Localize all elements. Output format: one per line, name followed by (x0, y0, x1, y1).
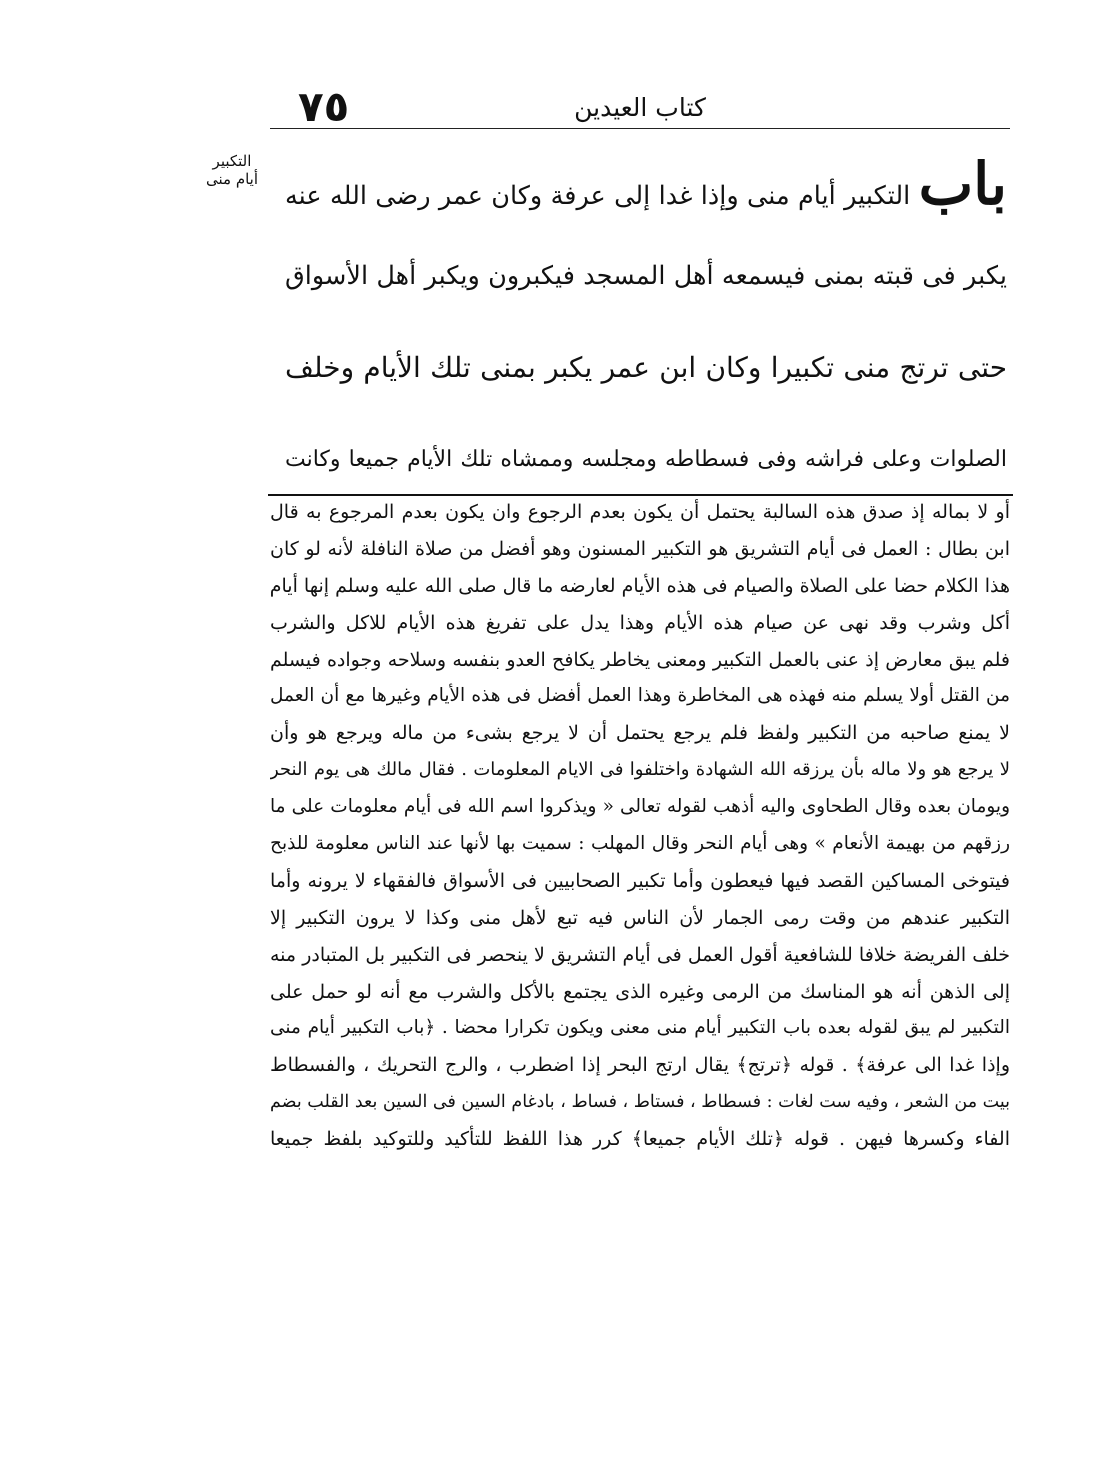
commentary-line: لا يرجع هو ولا ماله بأن يرزقه الله الشهادة واختلفوا فى الايام المعلومات . فقال مالك هى يوم النحر (270, 759, 1010, 781)
commentary-line: خلف الفريضة خلافا للشافعية أقول العمل فى أيام التشريق لا ينحصر فى التكبير بل المتبادر منه (270, 943, 1010, 966)
margin-gloss-line: أيام منى (205, 170, 259, 188)
hadith-line-text: التكبير أيام منى وإذا غدا إلى عرفة وكان عمر رضى الله عنه (285, 181, 911, 211)
commentary-line: التكبير لم يبق لقوله بعده باب التكبير أيام منى معنى ويكون تكرارا محضا . ﴿باب التكبير أيام منى (270, 1017, 1010, 1039)
hadith-line (285, 138, 1007, 230)
running-title: كتاب العيدين (574, 93, 706, 122)
commentary-line: فيتوخى المساكين القصد فيها فيعطون وأما تكبير الصحابيين فى الأسواق فالفقهاء لا يرونه وأما (270, 869, 1010, 892)
margin-gloss (196, 152, 268, 188)
commentary-line: أو لا بماله إذ صدق هذه السالبة يحتمل أن يكون بعدم الرجوع وان يكون بعدم المرجوع به قال (270, 501, 1010, 523)
commentary-text (270, 494, 1010, 1158)
hadith-line: يكبر فى قبته بمنى فيسمعه أهل المسجد فيكبرون ويكبر أهل الأسواق (285, 261, 1007, 291)
page-header (270, 84, 1010, 134)
hadith-text (285, 138, 1007, 506)
commentary-line: من القتل أولا يسلم منه فهذه هى المخاطرة وهذا العمل أفضل فى هذه الأيام وغيرها مع أن العمل (270, 685, 1010, 707)
commentary-line: ويومان بعده وقال الطحاوى واليه أذهب لقوله تعالى « ويذكروا اسم الله فى أيام معلومات على ما (270, 796, 1010, 818)
commentary-line: لا يمنع صاحبه من التكبير ولفظ فلم يرجع يحتمل أن لا يرجع بشىء من ماله ويرجع هو وأن (270, 722, 1010, 745)
commentary-line: هذا الكلام حضا على الصلاة والصيام فى هذه الأيام لعارضه ما قال صلى الله عليه وسلم إنها أيام (270, 574, 1010, 597)
page-number: ٧٥ (298, 82, 350, 131)
commentary-line: الفاء وكسرها فيهن . قوله ﴿تلك الأيام جميعا﴾ كرر هذا اللفظ للتأكيد وللتوكيد بلفظ جميعا (270, 1128, 1010, 1151)
commentary-line: التكبير عندهم من وقت رمى الجمار لأن الناس فيه تبع لأهل منى وكذا لا يرون التكبير إلا (270, 906, 1010, 929)
commentary-line: وإذا غدا الى عرفة﴾ . قوله ﴿ترتج﴾ يقال ارتج البحر إذا اضطرب ، والرج التحريك ، والفسطاط (270, 1054, 1010, 1077)
commentary-line: فلم يبق معارض إذ عنى بالعمل التكبير ومعنى يخاطر يكافح العدو بنفسه وسلاحه وجواده فيسلم (270, 648, 1010, 671)
hadith-line: الصلوات وعلى فراشه وفى فسطاطه ومجلسه وممشاه تلك الأيام جميعا وكانت (285, 447, 1007, 472)
commentary-line: رزقهم من بهيمة الأنعام » وهى أيام النحر وقال المهلب : سميت بها لأنها عند الناس معلومة للذبح (270, 833, 1010, 855)
commentary-line: أكل وشرب وقد نهى عن صيام هذه الأيام وهذا يدل على تفريغ هذه الأيام للاكل والشرب (270, 611, 1010, 634)
commentary-line: بيت من الشعر ، وفيه ست لغات : فسطاط ، فستاط ، فساط ، بادغام السين فى السين بعد القلب بضم (270, 1092, 1010, 1113)
margin-gloss-line: التكبير (212, 152, 252, 170)
hadith-line: حتى ترتج منى تكبيرا وكان ابن عمر يكبر بمنى تلك الأيام وخلف (285, 351, 1007, 384)
header-rule (270, 128, 1010, 129)
chapter-heading-bab: باب (918, 150, 1007, 218)
commentary-line: إلى الذهن أنه هو المناسك من الرمى وغيره الذى يجتمع بالأكل والشرب مع أنه لو حمل على (270, 980, 1010, 1003)
commentary-line: ابن بطال : العمل فى أيام التشريق هو التكبير المسنون وهو أفضل من صلاة النافلة لأنه لو كان (270, 537, 1010, 560)
